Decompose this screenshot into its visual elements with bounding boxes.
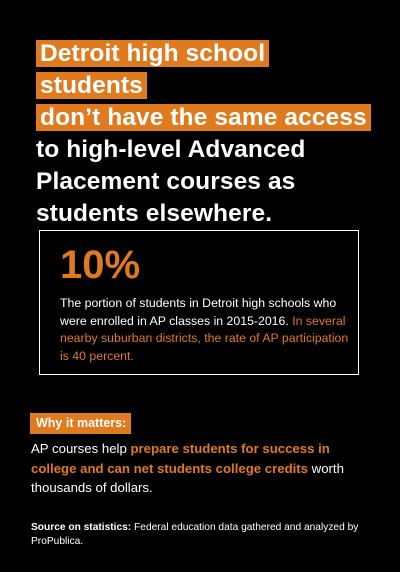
headline-line-2: don’t have the same access [36,104,371,131]
why-text-before: AP courses help [31,441,131,456]
stat-value: 10% [60,243,141,287]
why-text-highlight: prepare students for success in college and can net students college credits [31,441,330,476]
why-it-matters-label: Why it matters: [30,413,131,434]
source-text: Federal education data gathered and analyzed by ProPublica. [31,522,359,547]
stat-description: The portion of students in Detroit high schools who were enrolled in AP classes in 2015-2016. [60,296,337,328]
headline-line-3: to high-level Advanced [36,136,306,163]
source-note [31,521,371,548]
why-text-after: worth thousands of dollars. [31,460,344,495]
headline-line-5: students elsewhere. [36,200,273,227]
why-it-matters-text [31,439,361,498]
stat-comparison: In several nearby suburban districts, the rate of AP participation is 40 percent. [60,313,349,363]
stat-description-block [60,295,350,365]
headline-line-1: Detroit high school students [36,40,269,99]
headline-line-4: Placement courses as [36,168,296,195]
headline [36,38,376,230]
source-label: Source on statistics: [31,522,132,533]
stat-box [39,230,359,375]
